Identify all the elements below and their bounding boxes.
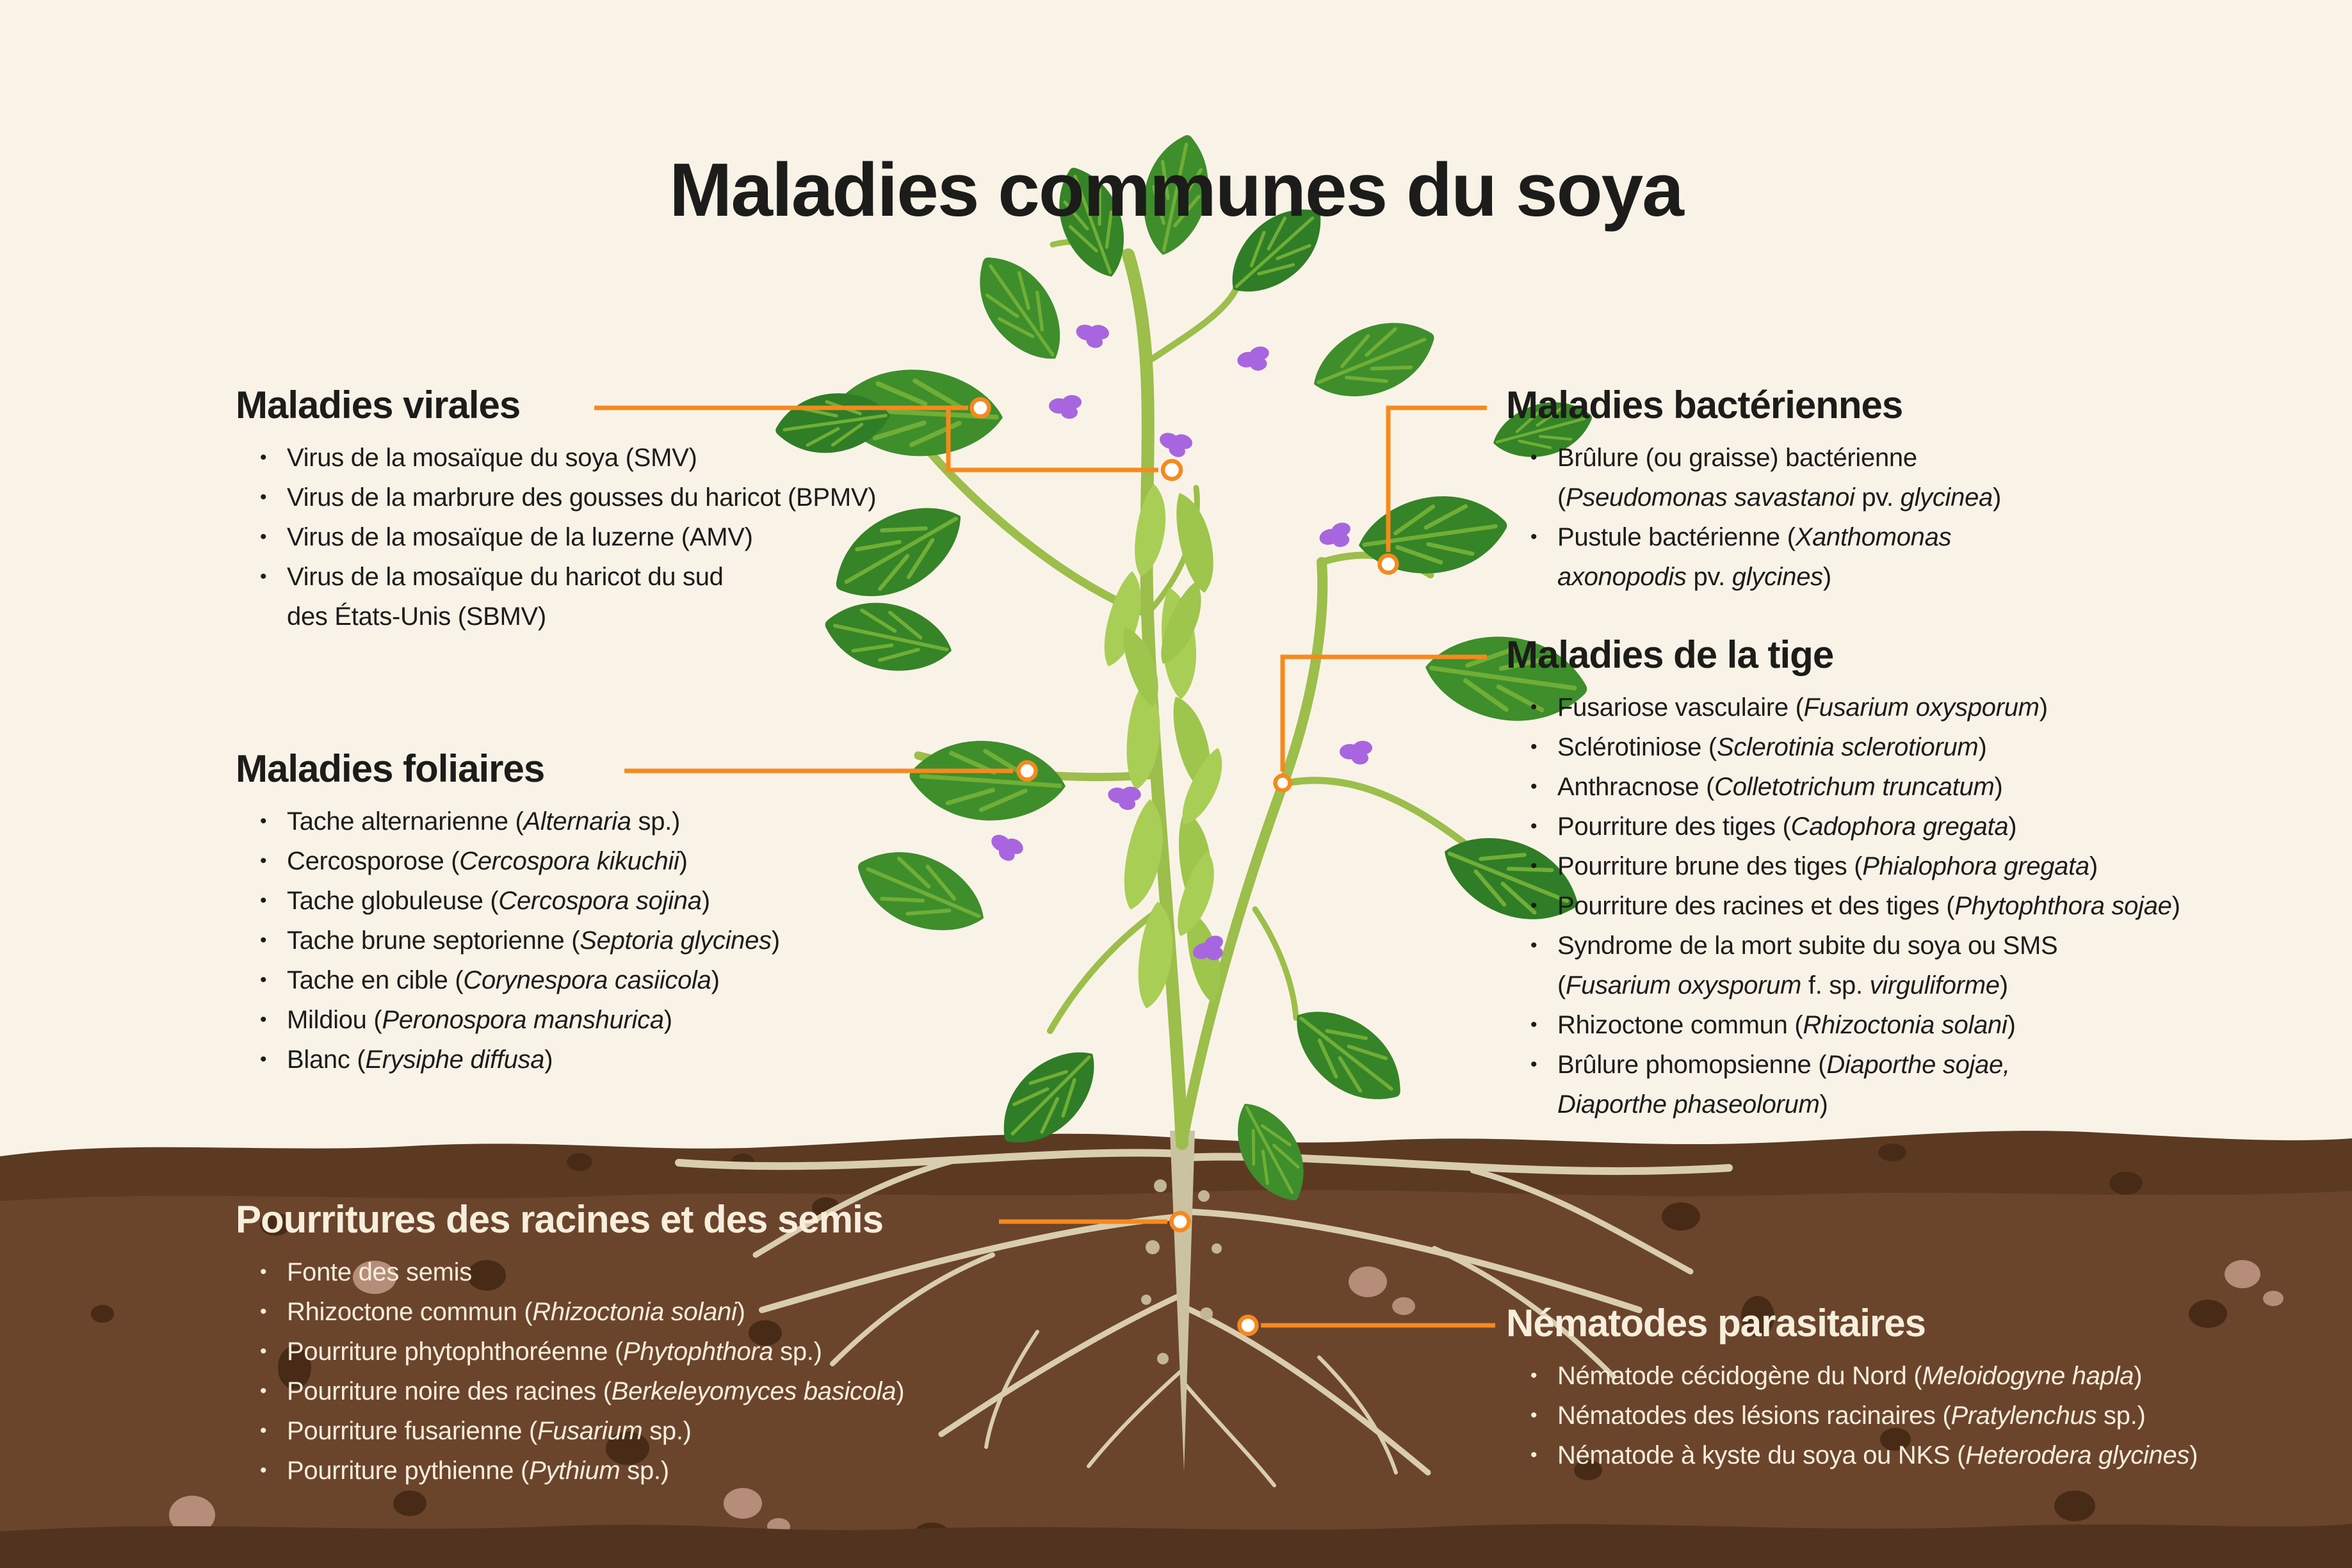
section-maladies-tige — [1506, 633, 2351, 1124]
section-maladies-bacteriennes — [1506, 383, 2351, 597]
latin-name: Pratylenchus — [1951, 1402, 2097, 1430]
disease-text: ) — [544, 1046, 553, 1074]
disease-text: Pourriture noire des racines ( — [287, 1377, 612, 1405]
disease-item — [1557, 688, 2351, 727]
disease-item — [1557, 517, 2351, 597]
section-heading: Nématodes parasitaires — [1506, 1302, 1926, 1345]
disease-item — [1557, 1045, 2351, 1124]
disease-text: Pourriture fusarienne ( — [287, 1417, 538, 1445]
latin-name: Phytophthora — [622, 1338, 774, 1366]
disease-text: Virus de la marbrure des gousses du haricot (BPMV) — [287, 483, 877, 512]
disease-item — [287, 1000, 1068, 1040]
disease-text: Nématode à kyste du soya ou NKS ( — [1557, 1441, 1966, 1469]
disease-text: ) — [2008, 812, 2017, 841]
disease-text: Virus de la mosaïque du soya (SMV) — [287, 444, 697, 472]
disease-text: Tache brune septorienne ( — [287, 926, 580, 955]
disease-text: Pourriture des racines et des tiges ( — [1557, 892, 1955, 920]
disease-item — [287, 478, 1068, 517]
disease-text: Fonte des semis — [287, 1258, 472, 1286]
disease-text: pv. — [1854, 483, 1901, 512]
tige-stem-marker-dot-icon — [1276, 776, 1290, 791]
bacteriennes-connector-line — [1388, 408, 1487, 552]
latin-name: Meloidogyne hapla — [1922, 1362, 2134, 1390]
nematodes-root-marker-dot-icon — [1240, 1317, 1257, 1334]
latin-name: Xanthomonas — [1795, 523, 1952, 551]
disease-item — [1557, 1435, 2351, 1475]
disease-text: Sclérotiniose ( — [1557, 733, 1717, 761]
latin-name: Diaporthe phaseolorum — [1557, 1090, 1820, 1119]
disease-text: Nématode cécidogène du Nord ( — [1557, 1362, 1922, 1390]
disease-list — [236, 802, 1068, 1079]
latin-name: Sclerotinia sclerotiorum — [1716, 733, 1979, 761]
disease-text: Blanc ( — [287, 1046, 366, 1074]
latin-name: Alternaria — [523, 807, 631, 836]
latin-name: axonopodis — [1557, 563, 1687, 591]
disease-text: Rhizoctone commun ( — [1557, 1011, 1803, 1039]
disease-text: Fusariose vasculaire ( — [1557, 693, 1804, 722]
disease-item — [287, 1411, 1068, 1451]
disease-text: ) — [1999, 971, 2008, 999]
disease-item — [287, 1332, 1068, 1371]
disease-text: ) — [701, 887, 710, 915]
disease-text: sp.) — [620, 1457, 669, 1485]
disease-text: sp.) — [631, 807, 680, 836]
disease-item — [287, 960, 1068, 1000]
disease-text: Cercosporose ( — [287, 847, 460, 875]
disease-item — [1557, 846, 2351, 886]
disease-list — [1506, 1356, 2351, 1475]
latin-name: glycines — [1732, 563, 1823, 591]
latin-name: Fusarium oxysporum — [1803, 693, 2040, 722]
disease-text: Tache alternarienne ( — [287, 807, 524, 836]
disease-text: Pustule bactérienne ( — [1557, 523, 1796, 551]
disease-text: ( — [1557, 971, 1566, 999]
disease-item — [1557, 926, 2351, 1005]
disease-list — [236, 1252, 1068, 1491]
disease-item — [1557, 727, 2351, 767]
latin-name: Rhizoctonia solani — [1803, 1011, 2007, 1039]
disease-text: Virus de la mosaïque de la luzerne (AMV) — [287, 523, 753, 551]
disease-text: ) — [2039, 693, 2048, 722]
disease-text: Tache globuleuse ( — [287, 887, 499, 915]
latin-name: Cadophora gregata — [1790, 812, 2009, 841]
disease-text: Pourriture pythienne ( — [287, 1457, 530, 1485]
disease-text: Brûlure phomopsienne ( — [1557, 1051, 1827, 1079]
section-maladies-virales — [236, 383, 1068, 636]
disease-text: ) — [2189, 1441, 2198, 1469]
disease-text: ) — [2171, 892, 2180, 920]
disease-text: ) — [2007, 1011, 2016, 1039]
disease-item — [287, 1371, 1068, 1411]
latin-name: Heterodera glycines — [1965, 1441, 2190, 1469]
disease-item — [1557, 438, 2351, 517]
latin-name: Rhizoctonia solani — [532, 1298, 737, 1326]
latin-name: Diaporthe sojae, — [1826, 1051, 2010, 1079]
latin-name: Cercospora kikuchii — [459, 847, 679, 875]
disease-text: ) — [896, 1377, 905, 1405]
latin-name: Cercospora sojina — [498, 887, 702, 915]
disease-item — [287, 1252, 1068, 1292]
section-heading: Maladies bactériennes — [1506, 384, 1903, 426]
disease-text: f. sp. — [1801, 971, 1870, 999]
disease-text: Pourriture des tiges ( — [1557, 812, 1791, 841]
latin-name: Phytophthora sojae — [1954, 892, 2172, 920]
disease-text: ) — [736, 1298, 745, 1326]
disease-text: Tache en cible ( — [287, 966, 464, 994]
disease-item — [1557, 767, 2351, 807]
disease-item — [1557, 807, 2351, 846]
section-maladies-foliaires — [236, 747, 1068, 1079]
racines-root-marker-dot-icon — [1172, 1213, 1189, 1231]
latin-name: virguliforme — [1869, 971, 2000, 999]
disease-text: ( — [1557, 483, 1566, 512]
bacteriennes-leaf-marker-dot-icon — [1380, 556, 1397, 573]
disease-text: ) — [711, 966, 720, 994]
disease-text: Rhizoctone commun ( — [287, 1298, 533, 1326]
disease-text: des États-Unis (SBMV) — [287, 602, 546, 631]
disease-item — [287, 517, 1068, 557]
disease-text: pv. — [1686, 563, 1732, 591]
disease-item — [287, 1040, 1068, 1079]
latin-name: glycinea — [1900, 483, 1993, 512]
disease-text: ) — [1978, 733, 1987, 761]
section-heading: Maladies de la tige — [1506, 633, 1834, 676]
disease-item — [287, 557, 1068, 636]
disease-text: ) — [1992, 483, 2002, 512]
disease-list — [1506, 688, 2351, 1124]
section-heading: Maladies foliaires — [236, 747, 545, 790]
disease-item — [1557, 886, 2351, 926]
disease-text: sp.) — [773, 1338, 822, 1366]
disease-text: ) — [1819, 1090, 1828, 1119]
page-title: Maladies communes du soya — [669, 148, 1683, 233]
disease-text: ) — [2134, 1362, 2143, 1390]
latin-name: Septoria glycines — [580, 926, 772, 955]
latin-name: Berkeleyomyces basicola — [611, 1377, 896, 1405]
disease-text: sp.) — [2097, 1402, 2146, 1430]
disease-item — [287, 841, 1068, 881]
latin-name: Pythium — [529, 1457, 620, 1485]
disease-item — [287, 921, 1068, 960]
disease-text: sp.) — [642, 1417, 692, 1445]
disease-text: Brûlure (ou graisse) bactérienne — [1557, 444, 1917, 472]
disease-item — [1557, 1396, 2351, 1435]
disease-item — [287, 1292, 1068, 1332]
section-heading: Pourritures des racines et des semis — [236, 1198, 884, 1241]
section-pourritures-racines — [236, 1197, 1068, 1491]
disease-text: ) — [1994, 773, 2003, 801]
virales-pod-marker-dot-icon — [1163, 461, 1181, 479]
disease-text: Anthracnose ( — [1557, 773, 1715, 801]
disease-text: Nématodes des lésions racinaires ( — [1557, 1402, 1951, 1430]
disease-text: ) — [663, 1006, 672, 1034]
disease-list — [1506, 438, 2351, 597]
latin-name: Phialophora gregata — [1862, 852, 2089, 880]
disease-text: ) — [679, 847, 688, 875]
disease-text: Pourriture phytophthoréenne ( — [287, 1338, 623, 1366]
section-nematodes — [1506, 1301, 2351, 1475]
disease-item — [287, 438, 1068, 478]
latin-name: Fusarium oxysporum — [1566, 971, 1802, 999]
latin-name: Pseudomonas savastanoi — [1566, 483, 1855, 512]
disease-text: ) — [771, 926, 780, 955]
disease-item — [1557, 1356, 2351, 1396]
disease-text: Syndrome de la mort subite du soya ou SMS — [1557, 932, 2058, 960]
disease-item — [287, 881, 1068, 921]
disease-item — [1557, 1005, 2351, 1045]
disease-item — [287, 1451, 1068, 1491]
tige-connector-line — [1283, 657, 1487, 772]
disease-text: ) — [1822, 563, 1831, 591]
latin-name: Corynespora casiicola — [463, 966, 711, 994]
disease-text: Pourriture brune des tiges ( — [1557, 852, 1863, 880]
disease-list — [236, 438, 1068, 636]
disease-item — [287, 802, 1068, 841]
disease-text: Mildiou ( — [287, 1006, 382, 1034]
disease-text: ) — [2089, 852, 2098, 880]
latin-name: Peronospora manshurica — [382, 1006, 664, 1034]
latin-name: Erysiphe diffusa — [365, 1046, 545, 1074]
latin-name: Colletotrichum truncatum — [1714, 773, 1995, 801]
section-heading: Maladies virales — [236, 384, 521, 426]
disease-text: Virus de la mosaïque du haricot du sud — [287, 563, 724, 591]
latin-name: Fusarium — [537, 1417, 643, 1445]
